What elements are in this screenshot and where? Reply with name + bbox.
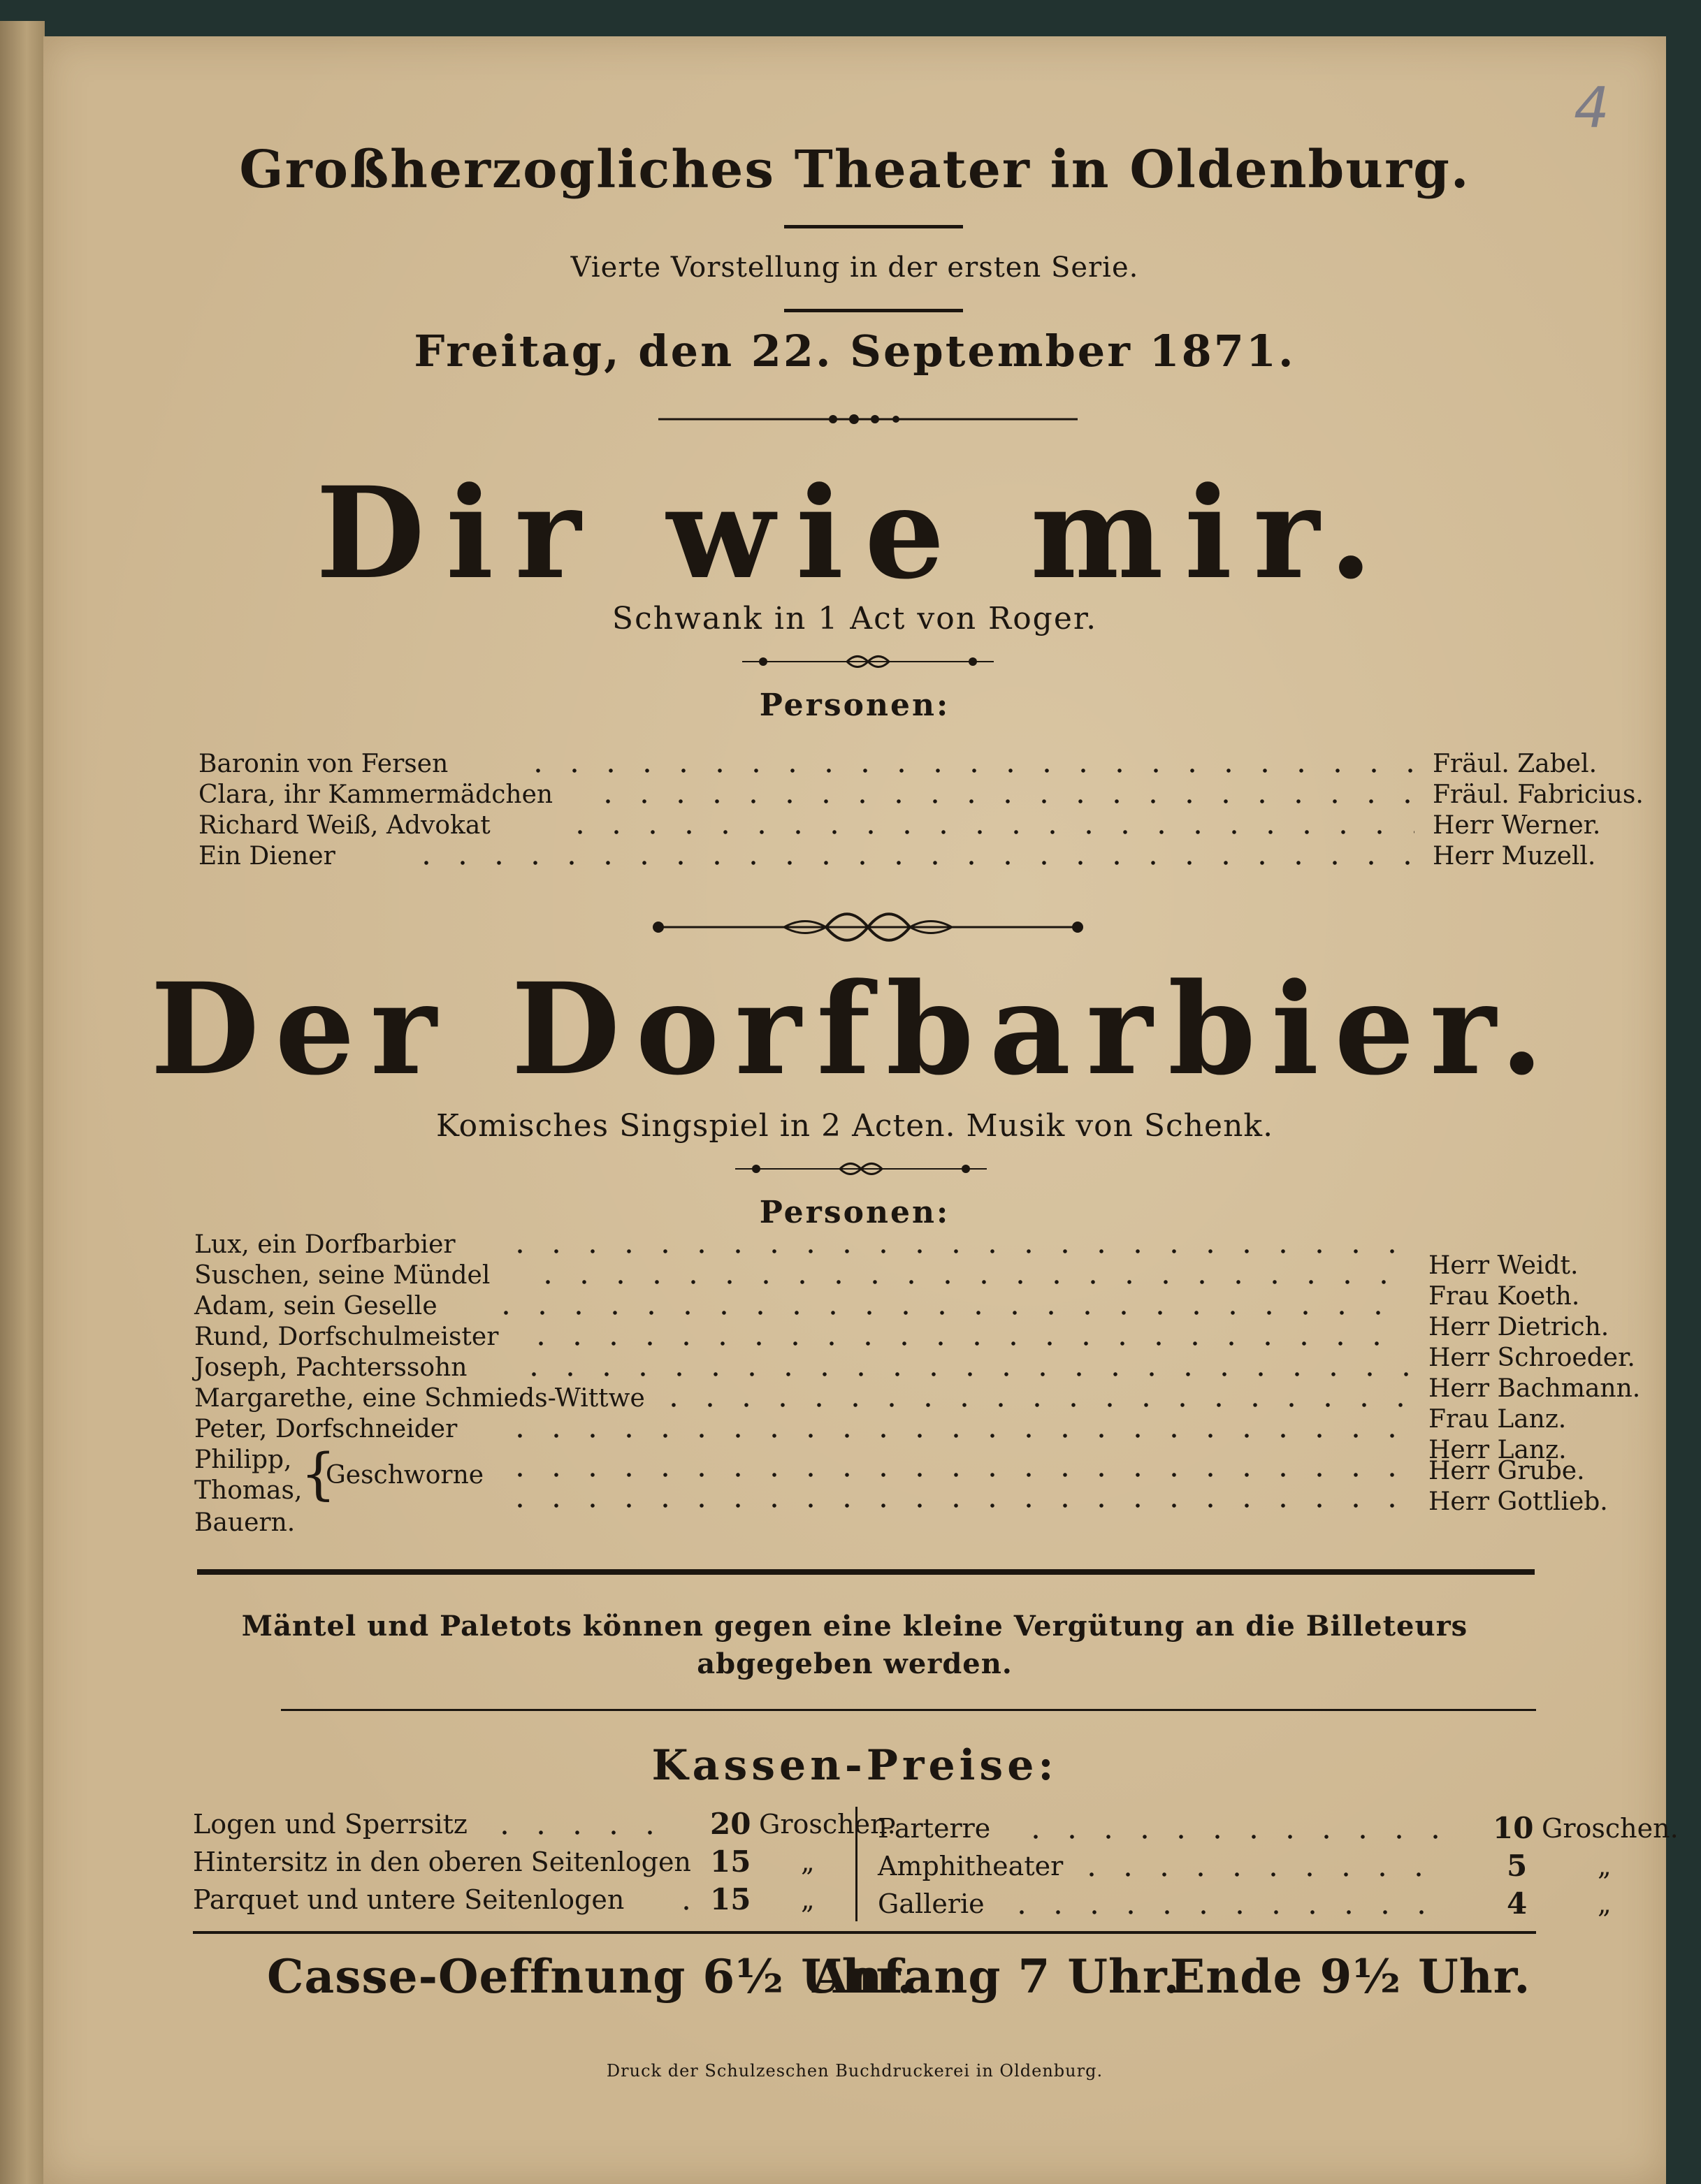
play1-title: Dir wie mir. — [315, 460, 1394, 607]
play2-personen-label: Personen: — [759, 1195, 950, 1230]
divider-ornament-4 — [735, 1158, 987, 1179]
performance-end: Ende 9½ Uhr. — [1170, 1949, 1531, 2004]
geschworne-brace: { — [301, 1441, 336, 1506]
notice-line-2: abgegeben werden. — [697, 1647, 1013, 1680]
theatre-name: Großherzogliches Theater in Oldenburg. — [239, 140, 1470, 200]
geschworne-name-2: Thomas, — [194, 1476, 303, 1505]
corner-page-number: 4 — [1574, 75, 1609, 140]
performance-date: Freitag, den 22. September 1871. — [414, 326, 1296, 377]
price-row: Parterre 10 Groschen. — [878, 1811, 1679, 1845]
performance-subtitle: Vierte Vorstellung in der ersten Serie. — [570, 252, 1139, 284]
play2-title: Der Dorfbarbier. — [150, 956, 1559, 1103]
prices-rule-bottom — [193, 1931, 1536, 1934]
price-row: Parquet und untere Seitenlogen 15 „ — [193, 1882, 815, 1916]
price-row: Amphitheater 5 „ — [878, 1849, 1612, 1883]
divider-ornament-3 — [644, 910, 1092, 945]
header-rule-2 — [784, 309, 963, 312]
geschworne-label: Geschworne — [326, 1461, 484, 1490]
performance-start: Anfang 7 Uhr. — [812, 1949, 1180, 2004]
play1-subtitle: Schwank in 1 Act von Roger. — [611, 601, 1098, 636]
play2-subtitle: Komisches Singspiel in 2 Acten. Musik von Schenk. — [435, 1108, 1274, 1144]
price-row: Logen und Sperrsitz 20 Groschen. — [193, 1807, 896, 1841]
geschworne-actor-2: Herr Gottlieb. — [1428, 1487, 1608, 1516]
prices-title: Kassen-Preise: — [651, 1741, 1058, 1790]
printer-imprint: Druck der Schulzeschen Buchdruckerei in Oldenburg. — [606, 2061, 1103, 2081]
geschworne-name-1: Philipp, — [194, 1446, 292, 1474]
notice-rule-top — [197, 1569, 1535, 1575]
price-row: Hintersitz in den oberen Seitenlogen 15 „ — [193, 1844, 815, 1879]
geschworne-actor-1: Herr Grube. — [1428, 1457, 1585, 1485]
divider-ornament-1 — [658, 411, 1078, 428]
price-row: Gallerie 4 „ — [878, 1886, 1612, 1921]
divider-ornament-2 — [742, 651, 994, 672]
geschworne-group — [194, 1441, 1608, 1529]
play1-personen-label: Personen: — [759, 687, 950, 723]
playbill-page: 4 Großherzogliches Theater in Oldenburg. Vierte Vorstellung in der ersten Serie. Freitag, den 22. September 1871. Dir wie mir. Schwank in 1 Act von Roger. Personen: Baronin von Fersen Fräul. Zabel. Clara, ihr Kammermädchen Fräul. Fabricius. Richard Weiß, Advokat Herr Werner. Ein Diener Herr Muzell. Der Dorfbarbier. Komisches Singspiel in 2 Acten. Musik von Schenk. Personen: Lux, ein Dorfbarbier Herr Weidt. Suschen, seine Mündel Frau Koeth. Adam, sein Geselle Herr Dietrich. Rund, Dorfschulmeister Herr Schroeder. Joseph, Pachterssohn Herr Bachmann. Margarethe, eine Schmieds-Wittwe Frau Lanz. Peter, Dorfschneider Herr Lanz. Philipp, Thomas, { Geschworne Herr Grube. Herr Gottlieb. Bauern. Mäntel und Paletots können gegen eine kleine Vergütung an die Billeteurs abgegeben werden. Kassen-Preise: Logen und Sperrsitz 20 Groschen. Hintersitz in den oberen Seitenlogen 15 „ Parquet und untere Seitenlogen 15 „ Parterre 10 Groschen. Amphitheater 5 „ Gallerie 4 „ Casse-Oeffnung 6½ Uhr. Anfang 7 Uhr. Ende 9½ Uhr. Druck der Schulzeschen Buchdruckerei in Oldenburg. — [43, 36, 1666, 2184]
notice-line-1: Mäntel und Paletots können gegen eine kleine Vergütung an die Billeteurs — [241, 1610, 1468, 1643]
book-spine — [0, 21, 45, 2184]
notice-rule-bottom — [281, 1709, 1536, 1711]
box-office-opening: Casse-Oeffnung 6½ Uhr. — [267, 1949, 914, 2004]
header-rule-1 — [784, 225, 963, 228]
